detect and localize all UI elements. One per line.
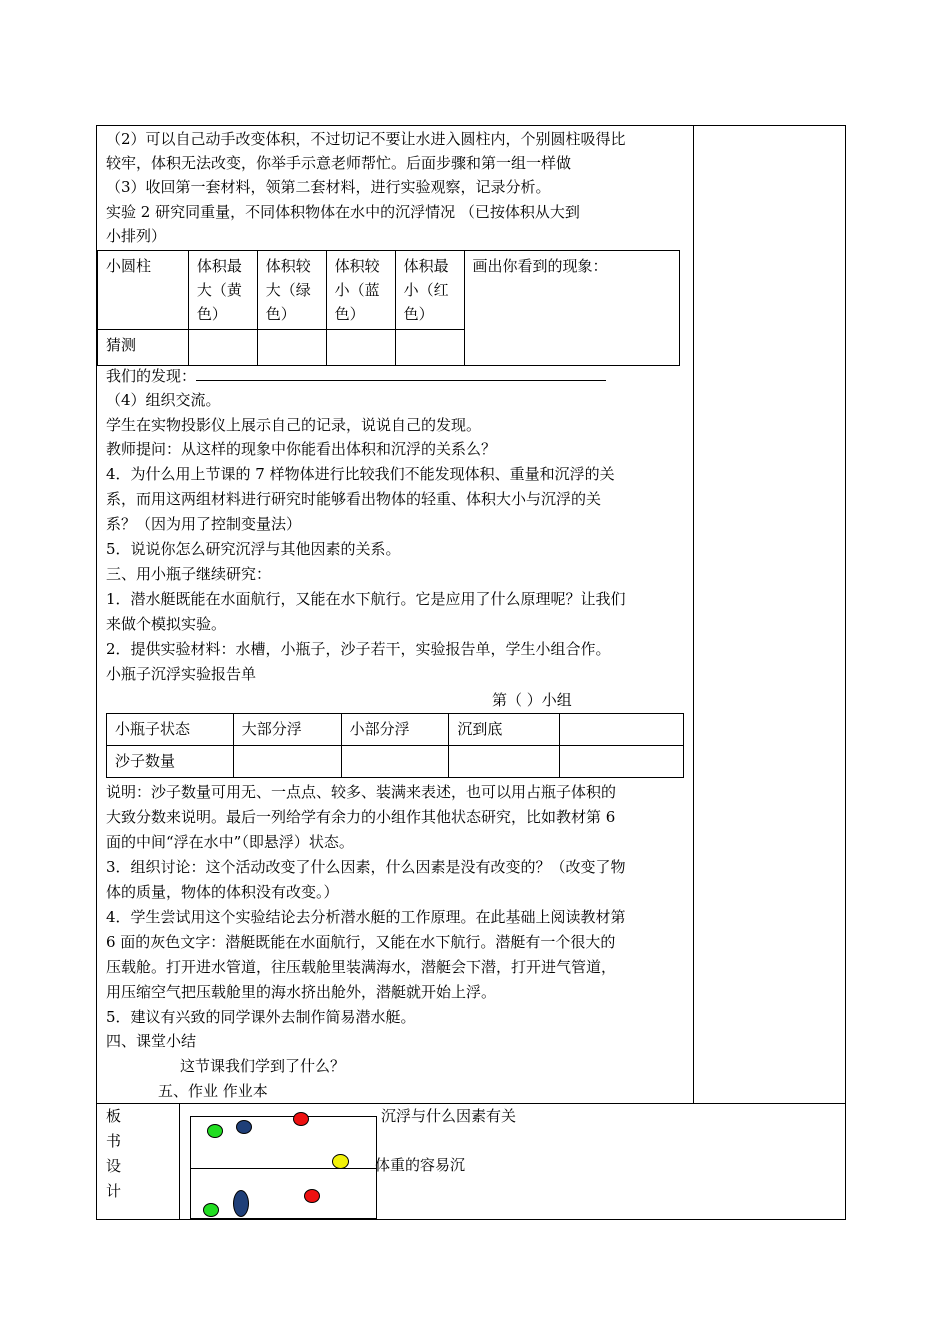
text-line: 小排列） [106,227,167,245]
table-cell-header: 小瓶子状态 [107,714,234,746]
notes-column-divider [693,125,694,1103]
text-line: 压载舱。打开进水管道，往压载舱里装满海水，潜艇会下潜，打开进气管道， [106,958,617,976]
text-line: 5．说说你怎么研究沉浮与其他因素的关系。 [106,540,401,558]
bottle-report-table [106,713,684,778]
text-line: 来做个模拟实验。 [106,615,227,633]
homework-line: 五、作业 作业本 [158,1082,268,1100]
text-line: 4．为什么用上节课的 7 样物体进行比较我们不能发现体积、重量和沉浮的关 [106,465,615,483]
table-cell-label: 沙子数量 [107,746,234,778]
text-line: 4．学生尝试用这个实验结论去分析潜水艇的工作原理。在此基础上阅读教材第 [106,908,626,926]
board-diagram-divider [190,1168,377,1169]
text-line: 三、用小瓶子继续研究： [106,565,272,583]
text-line: 较牢，体积无法改变，你举手示意老师帮忙。后面步骤和第一组一样做 [106,154,572,172]
text-line: 系？（因为用了控制变量法） [106,515,302,533]
text-line: 教师提问：从这样的现象中你能看出体积和沉浮的关系么？ [106,440,497,458]
text-line: 2．提供实验材料：水槽，小瓶子，沙子若干，实验报告单，学生小组合作。 [106,640,611,658]
table-cell-empty [560,746,684,778]
table-cell-empty [395,330,464,366]
text-line: （3）收回第一套材料，领第二套材料，进行实验观察，记录分析。 [106,178,551,196]
summary-question: 这节课我们学到了什么？ [180,1057,346,1075]
green-circle-bottom [203,1203,219,1217]
text-line: 系，而用这两组材料进行研究时能够看出物体的轻重、体积大小与沉浮的关 [106,490,602,508]
findings-blank [196,366,606,381]
red-circle-bottom [304,1189,320,1203]
board-label-char: 书 [106,1132,122,1150]
section-heading: 四、课堂小结 [106,1032,197,1050]
text-line: 5．建议有兴致的同学课外去制作简易潜水艇。 [106,1008,416,1026]
findings-line: 我们的发现： [106,364,688,388]
text-line: 面的中间“浮在水中”（即悬浮）状态。 [106,833,354,851]
table-cell-header [560,714,684,746]
blue-circle-top [236,1120,252,1134]
board-label-char: 设 [106,1157,122,1175]
text-line: 大致分数来说明。最后一列给学有余力的小组作其他状态研究，比如教材第 6 [106,808,616,826]
yellow-circle [332,1154,349,1169]
text-line: 实验 2 研究同重量，不同体积物体在水中的沉浮情况 （已按体积从大到 [106,203,580,221]
text-line: 学生在实物投影仪上展示自己的记录，说说自己的发现。 [106,416,482,434]
board-label-char: 计 [106,1182,122,1200]
table-cell-empty [326,330,395,366]
group-label: 第（ ）小组 [492,691,572,709]
blue-oval-bottom [233,1190,249,1217]
table-cell-empty [449,746,560,778]
table-cell-header: 小部分浮 [341,714,449,746]
table-cell-empty [233,746,341,778]
board-note: 体重的容易沉 [375,1156,466,1174]
text-line: 说明：沙子数量可用无、一点点、较多、装满来表述，也可以用占瓶子体积的 [106,783,617,801]
red-circle-top [293,1112,309,1126]
text-line: 用压缩空气把压载舱里的海水挤出舱外，潜艇就开始上浮。 [106,983,497,1001]
board-label-divider [179,1103,180,1220]
draw-observation-cell: 画出你看到的现象： [464,251,680,366]
text-line: 1．潜水艇既能在水面航行，又能在水下航行。它是应用了什么原理呢？让我们 [106,590,626,608]
table-cell-label: 猜测 [98,330,189,366]
table-cell-empty [188,330,257,366]
experiment2-table [97,250,680,366]
table-cell-empty [257,330,326,366]
table-cell-header: 体积较 小（蓝 色） [326,251,395,330]
report-title: 小瓶子沉浮实验报告单 [106,665,257,683]
table-cell-label: 小圆柱 [98,251,189,330]
board-title: 沉浮与什么因素有关 [381,1107,517,1125]
table-cell-empty [341,746,449,778]
table-cell-header: 沉到底 [449,714,560,746]
text-line: （2）可以自己动手改变体积，不过切记不要让水进入圆柱内，个别圆柱吸得比 [106,130,626,148]
text-line: 6 面的灰色文字：潜艇既能在水面航行，又能在水下航行。潜艇有一个很大的 [106,933,616,951]
table-cell-header: 大部分浮 [233,714,341,746]
table-cell-header: 体积最 大（黄 色） [188,251,257,330]
text-line: （4）组织交流。 [106,391,221,409]
green-circle-top [207,1124,223,1138]
table-cell-header: 体积较 大（绿 色） [257,251,326,330]
table-cell-header: 体积最 小（红 色） [395,251,464,330]
text-line: 3．组织讨论：这个活动改变了什么因素，什么因素是没有改变的？（改变了物 [106,858,626,876]
text-line: 体的质量，物体的体积没有改变。） [106,883,339,901]
board-label-char: 板 [106,1107,122,1125]
